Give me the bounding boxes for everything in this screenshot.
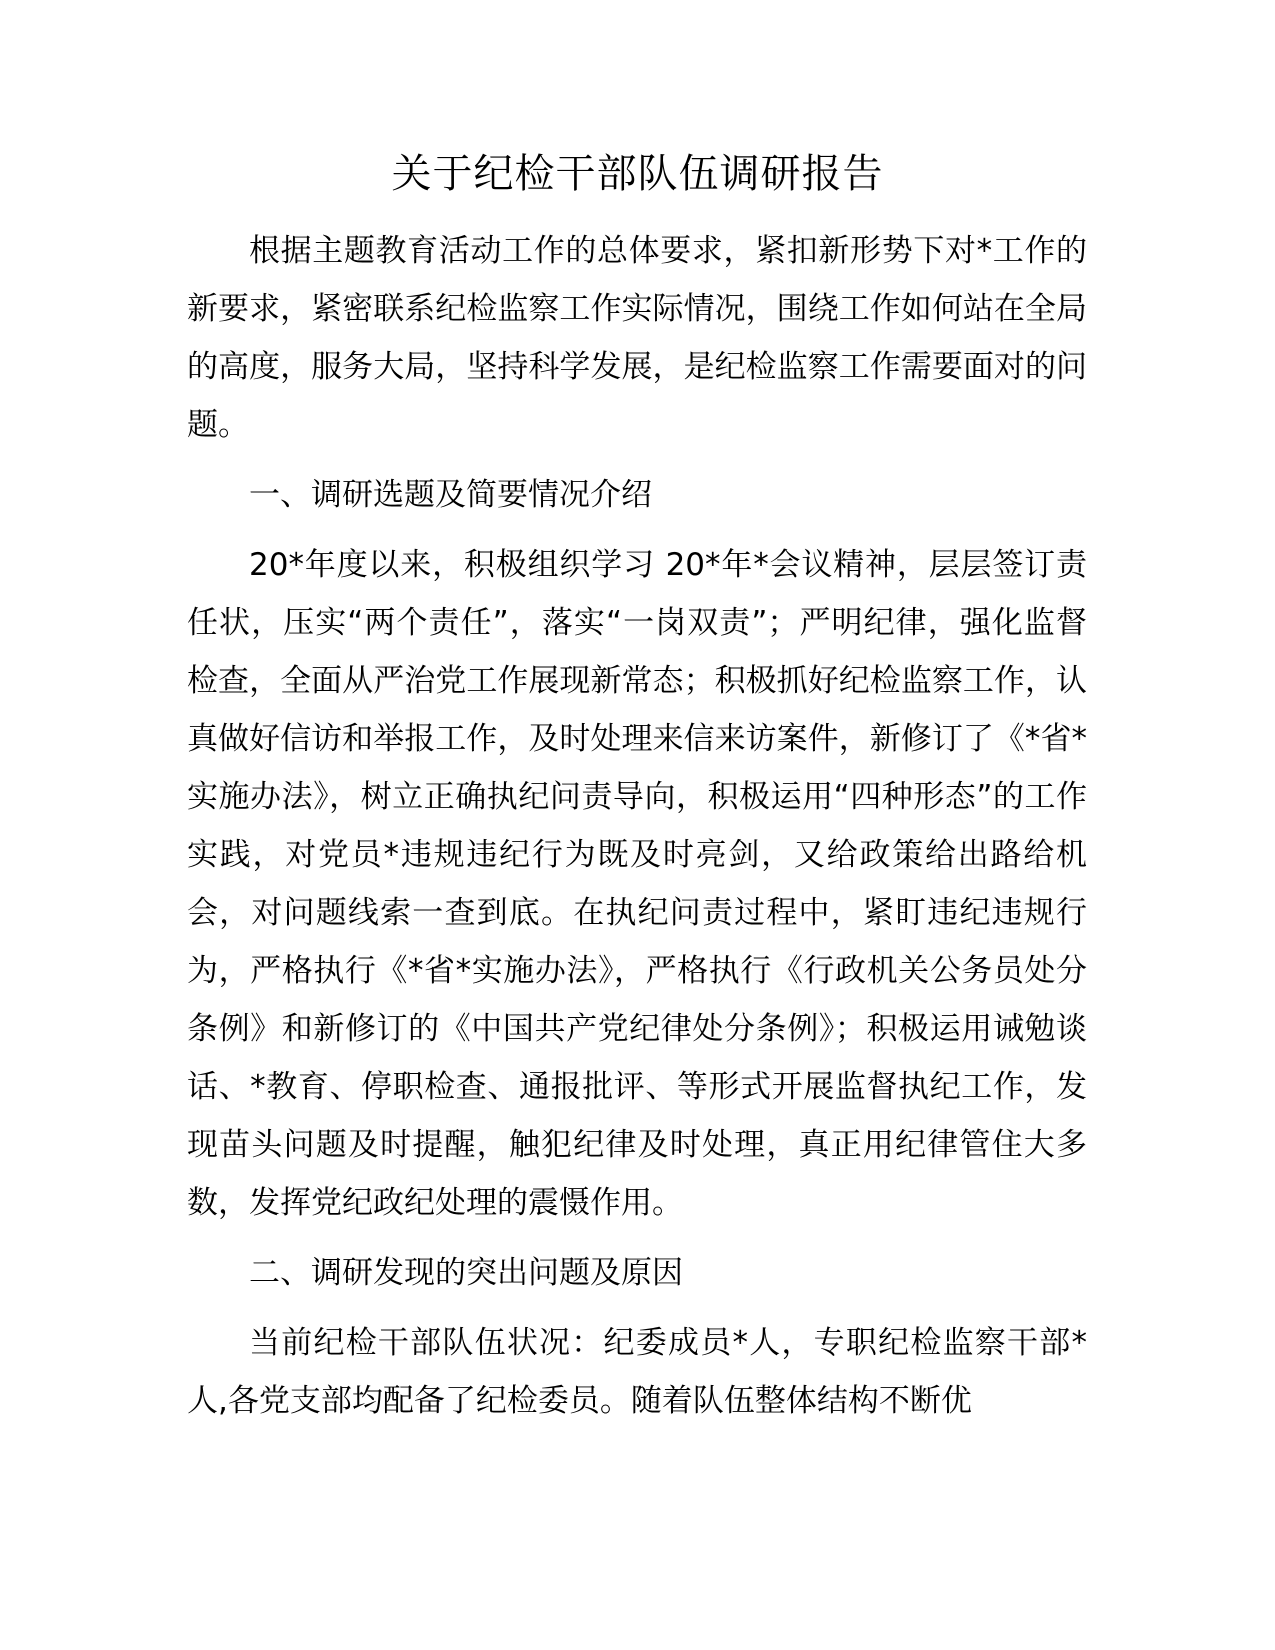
section-heading-1: 一、调研选题及简要情况介绍 <box>249 477 652 513</box>
document-title: 关于纪检干部队伍调研报告 <box>391 151 884 197</box>
section-2-paragraph: 当前纪检干部队伍状况：纪委成员*人，专职纪检监察干部*人,各党支部均配备了纪检委员。随着队伍整体结构不断优 <box>187 1325 1087 1419</box>
document-body <box>187 222 1087 1442</box>
section-1-paragraph: 20*年度以来，积极组织学习 20*年*会议精神，层层签订责任状，压实“两个责任”，落实“一岗双责”；严明纪律，强化监督检查，全面从严治党工作展现新常态；积极抓好纪检监察工作，认真做好信访和举报工作，及时处理来信来访案件，新修订了《*省*实施办法》，树立正确执纪问责导向，积极运用“四种形态”的工作实践，对党员*违规违纪行为既及时亮剑，又给政策给出路给机会，对问题线索一查到底。在执纪问责过程中，紧盯违纪违规行为，严格执行《*省*实施办法》，严格执行《行政机关公务员处分条例》和新修订的《中国共产党纪律处分条例》；积极运用诫勉谈话、*教育、停职检查、通报批评、等形式开展监督执纪工作，发现苗头问题及时提醒，触犯纪律及时处理，真正用纪律管住大多数，发挥党纪政纪处理的震慑作用。 <box>187 547 1087 1221</box>
intro-paragraph: 根据主题教育活动工作的总体要求，紧扣新形势下对*工作的新要求，紧密联系纪检监察工作实际情况，围绕工作如何站在全局的高度，服务大局，坚持科学发展，是纪检监察工作需要面对的问题。 <box>187 233 1087 443</box>
section-heading-2: 二、调研发现的突出问题及原因 <box>249 1255 683 1291</box>
